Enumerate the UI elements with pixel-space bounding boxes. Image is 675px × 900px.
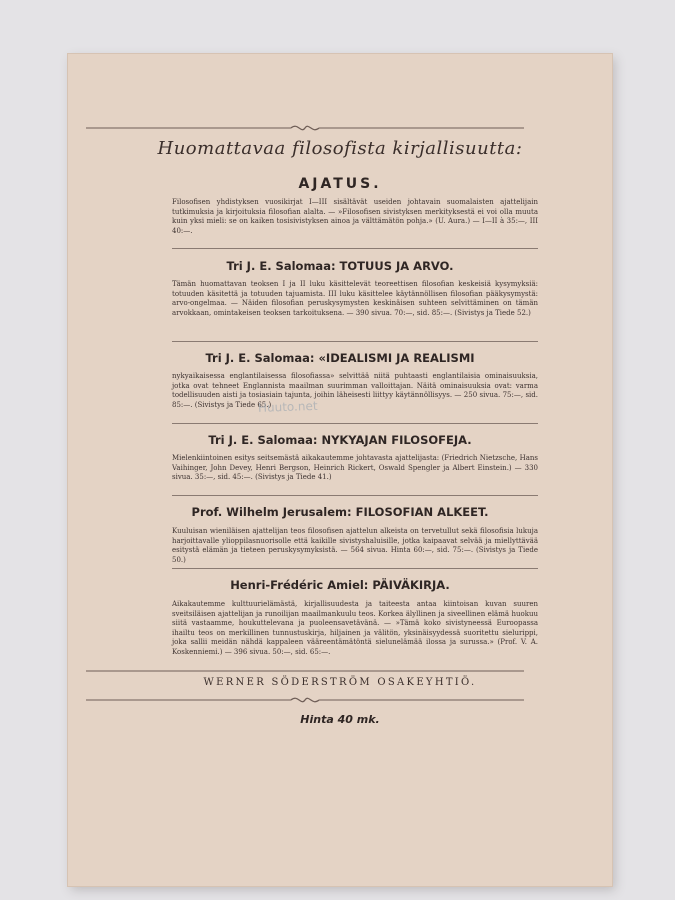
- site-watermark: Huuto.net: [257, 398, 318, 415]
- page-heading: Huomattavaa filosofista kirjallisuutta:: [157, 138, 523, 159]
- entry-title-nykyajan-filosofeja: Tri J. E. Salomaa: NYKYAJAN FILOSOFEJA.: [208, 433, 472, 447]
- entry-title-ajatus: AJATUS.: [298, 176, 382, 192]
- entry-text-totuus-ja-arvo: Tämän huomattavan teoksen I ja II luku käsittelevät teoreettisen filosofian keskeisiä kysymyksiä: totuuden käsitettä ja totuuden tajuamista. III luku käsittelee käytännöllisen filosofian pääkysymystä: arvo-ongelmaa. — Näiden filosofian peruskysymysten keskinäisen suhteen selvittäminen on tämän arvokkaan, omintakeisen teoksen tarkoituksena. — 390 sivua. 70:—, sid. 85:—. (Sivistys ja Tiede 52.): [172, 280, 538, 317]
- price-label: Hinta 40 mk.: [300, 713, 380, 726]
- top-ornament-rule: [86, 122, 524, 134]
- entry-text-filosofian-alkeet: Kuuluisan wieniläisen ajattelijan teos filosofisen ajattelun alkeista on tervetullut sekä filosofisia lukuja harjoittavalle ylioppilasnuorisolle että kaikille sivistyshaluisille, jotka kaipaavat selvää ja miellyttävää esitystä elämän ja tieteen peruskysymyksistä. — 564 sivua. Hinta 60:—, sid. 75:—. (Sivistys ja Tiede 50.): [172, 527, 538, 564]
- divider: [172, 568, 538, 569]
- entry-title-paivakirja: Henri-Frédéric Amiel: PÄIVÄKIRJA.: [230, 578, 450, 592]
- divider: [172, 495, 538, 496]
- divider: [172, 248, 538, 249]
- divider: [172, 423, 538, 424]
- divider: [172, 341, 538, 342]
- entry-text-nykyajan-filosofeja: Mielenkiintoinen esitys seitsemästä aikakautemme johtavasta ajattelijasta: (Friedrich Nietzsche, Hans Vaihinger, John Devey, Henri Bergson, Heinrich Rickert, Oswald Spengler ja Albert Einstein.) — 330 sivua. 35:—, sid. 45:—. (Sivistys ja Tiede 41.): [172, 454, 538, 482]
- entry-text-idealismi-ja-realismi: nykyaikaisessa englantilaisessa filosofiassa» selvittää niitä puhtaasti englantilaisia ominaisuuksia, jotka ovat tehneet Englannista maailman suurimman valloittajan. Näitä ominaisuuksia ovat: varma todellisuuden aisti ja tosiasiain tajunta, joihin läheisesti liittyy käytännöllisyys. — 250 sivua. 75:—, sid. 85:—. (Sivistys ja Tiede 65.): [172, 372, 538, 409]
- bottom-ornament-rule: [86, 694, 524, 706]
- entry-text-ajatus: Filosofisen yhdistyksen vuosikirjat I—III sisältävät useiden johtavain suomalaisten ajattelijain tutkimuksia ja kirjoituksia filosofian alalta. — »Filosofisen sivistyksen merkityksestä ei voi olla muuta kuin yksi mieli: se on kaiken tosisivistyksen ainoa ja välttämätön pohja.» (U. Aura.) — I—II à 35:—, III 40:—.: [172, 198, 538, 235]
- publisher-name: WERNER SÖDERSTRÖM OSAKEYHTIÖ.: [203, 677, 477, 688]
- entry-title-totuus-ja-arvo: Tri J. E. Salomaa: TOTUUS JA ARVO.: [226, 259, 454, 273]
- entry-title-idealismi-ja-realismi: Tri J. E. Salomaa: «IDEALISMI JA REALISMI: [205, 351, 475, 365]
- entry-text-paivakirja: Aikakautemme kulttuurielämästä, kirjallisuudesta ja taiteesta antaa kiintoisan kuvan suuren sveitsiläisen ajattelijan ja runoilijan maailmankuulu teos. Korkea älyllinen ja siveellinen elämä huokuu siitä vastaamme, houkuttelevana ja puoleensavetävänä. — »Tämä koko sivistyneessä Euroopassa ihailtu teos on merkillinen tunnustuskirja, hiljainen ja välitön, yksinäisyydessä suoritettu sielurippi, joka sallii meidän nähdä kappaleen vääreentämätöntä sielunelämää ilossa ja surussa.» (Prof. V. A. Koskenniemi.) — 396 sivua. 50:—, sid. 65:—.: [172, 600, 538, 656]
- entry-title-filosofian-alkeet: Prof. Wilhelm Jerusalem: FILOSOFIAN ALKEET.: [191, 505, 489, 519]
